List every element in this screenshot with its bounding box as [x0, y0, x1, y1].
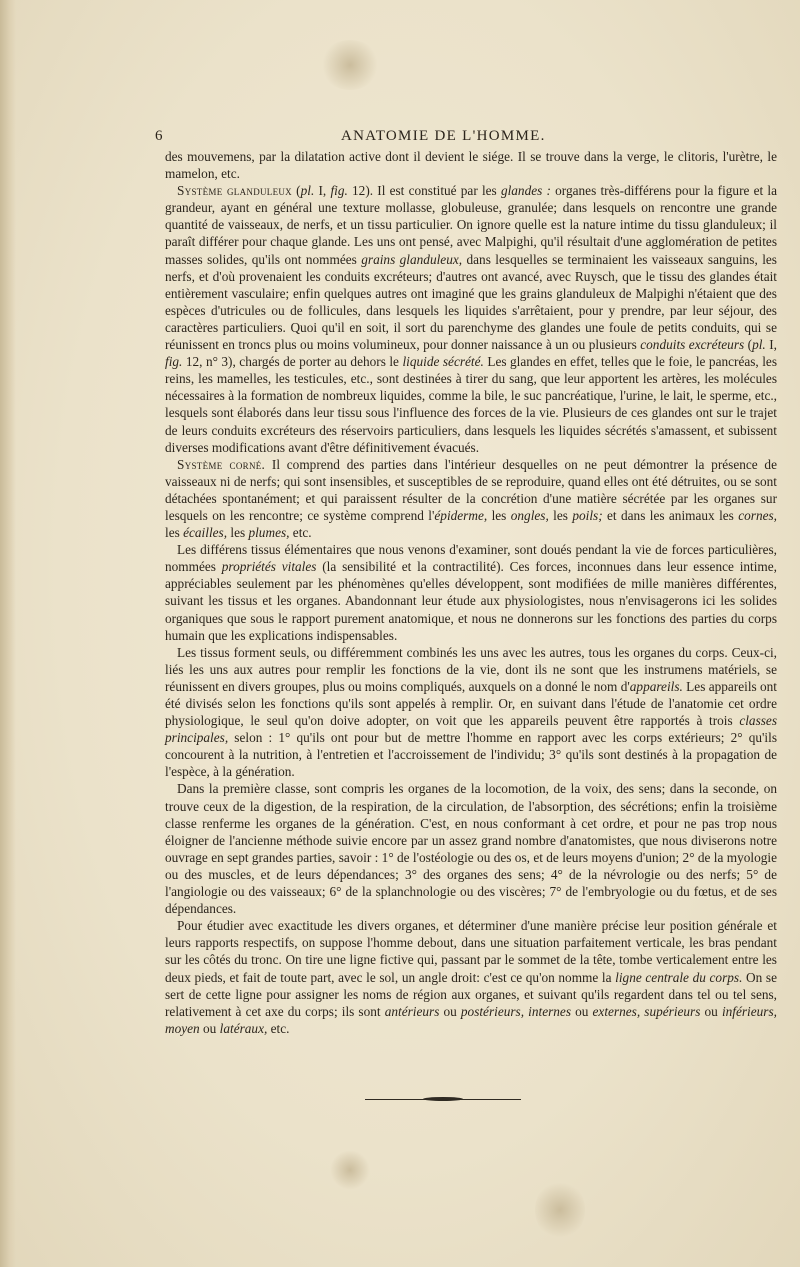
text-run: ou: [439, 1003, 461, 1019]
text-run: Les glandes en effet, telles que le foie, le pancréas, les reins, les mamelles, les testicules, etc., sont destinées à tirer du sang, que leur apportent les artères, les molécules nécessaires à la formation de nombreux liquides, comme la bile, le suc pancréatique, l'urine, le lait, le sperme, etc., lesquels sont élaborés dans leur tissu sous l'influence des forces de la vie. Plusieurs de ces glandes ont sur le trajet de leurs conduits excréteurs des réservoirs particuliers, dans lesquels les liquides sécrétés s'amassent, et subissent diverses modifications avant d'être définitivement évacués.: [165, 354, 777, 455]
text-run: des mouvemens, par la dilatation active dont il devient le siége. Il se trouve dans la verge, le clitoris, l'urètre, le mamelon, etc.: [165, 149, 777, 182]
rule-ornament: [423, 1097, 463, 1101]
italic-run: antérieurs: [384, 1003, 440, 1019]
text-run: ou: [700, 1003, 722, 1019]
italic-run: internes: [528, 1003, 572, 1019]
paragraph: [165, 917, 777, 1037]
italic-run: écailles,: [183, 525, 228, 541]
text-run: dans lesquelles se terminaient les vaisseaux sanguins, les nerfs, et d'où provenaient les conduits excréteurs; d'autres ont avancé, avec Ruysch, que le tissu des glandes était entièrement vasculaire; enfin quelques autres ont imaginé que les grains glanduleux de Malpighi n'étaient que des espèces d'utricules ou de follicules, dans lesquels les liquides s'arrêtaient, pour y prendre, par leur séjour, des caractères particuliers. Quoi qu'il en soit, il sort du parenchyme des glandes une foule de petits conduits, qui se réunissent en troncs plus ou moins volumineux, pour donner naissance à un ou plusieurs: [165, 251, 777, 353]
italic-run: supérieurs: [644, 1003, 701, 1019]
italic-run: appareils.: [629, 678, 683, 694]
text-run: Les appareils ont été divisés selon les fonctions qu'ils sont appelés à remplir. Or, en suivant dans l'étude de l'anatomie cet ordre physiologique, le seul qu'on doive adopter, on voit que les appareils peuvent être rapportés à trois: [165, 678, 777, 729]
italic-run: pl.: [300, 183, 315, 199]
text-run: Dans la première classe, sont compris les organes de la locomotion, de la voix, des sens; dans la seconde, on trouve ceux de la digestion, de la respiration, de la circulation, de l'absorption, des sécrétions; enfin la troisième classe renferme les organes de la génération. C'est, en nous conformant à cet ordre, et pour ne pas trop nous éloigner de l'ancienne méthode suivie encore par un assez grand nombre d'anatomistes, que nous diviserons notre ouvrage en sept grandes parties, savoir : 1° de l'ostéologie ou des os, et de leurs moyens d'union; 2° de la myologie ou des muscles, et de leurs dépendances; 3° des organes des sens; 4° de la névrologie ou des nerfs; 5° de l'angiologie ou des vaisseaux; 6° de la splanchnologie ou des viscères; 7° de l'embryologie ou du fœtus, et de ses dépendances.: [165, 781, 777, 917]
paragraph: [165, 182, 777, 456]
foxing-stain: [320, 40, 380, 90]
text-run: Pour étudier avec exactitude les divers organes, et déterminer d'une manière précise leur position générale et leurs rapports respectifs, on suppose l'homme debout, dans une situation parfaitement verticale, les bras pendant sur les côtés du tronc. On tire une ligne fictive qui, passant par le sommet de la tête, tombe verticalement entre les deux pieds, et fait de toute part, avec le sol, un angle droit: c'est ce qu'on nomme la: [165, 918, 777, 985]
italic-run: grains glanduleux,: [361, 251, 463, 267]
italic-run: moyen: [165, 1020, 200, 1036]
text-run: (: [744, 337, 753, 353]
text-run: etc.: [267, 1020, 290, 1036]
page-header: [155, 128, 635, 148]
text-run: (la sensibilité et la contractilité). Ces forces, inconnues dans leur essence intime, appréciables seulement par les phénomènes qu'elles développent, sont modifiées de mille manières différentes, suivant les tissus et les organes. Abandonnant leur étude aux physiologistes, nous n'envisagerons ici les solides organiques que sous le rapport purement anatomique, et nous ne donnerons sur les fonctions des parties du corps humain que les explications indispensables.: [165, 559, 778, 643]
foxing-stain: [330, 1150, 370, 1190]
body-text: [165, 148, 777, 1037]
text-run: les: [548, 507, 573, 523]
paragraph: [165, 644, 777, 781]
text-run: organes très-différens pour la figure et la grandeur, ayant en général une texture mollasse, globuleuse, granulée; dans lesquels on rencontre une grande quantité de vaisseaux, de nerfs, et un tissu particulier. On ignore quelle est la nature intime du tissu glanduleux; il paraît différer pour chaque glande. Les uns ont pensé, avec Malpighi, qu'il résultait d'une agglomération de petites masses solides, qu'ils ont nommées: [165, 183, 777, 267]
paragraph: [165, 541, 777, 644]
italic-run: ligne centrale du corps.: [615, 969, 743, 985]
italic-run: conduits excréteurs: [640, 337, 745, 353]
paragraph: [165, 456, 777, 541]
section-end-rule: [365, 1096, 521, 1103]
page-number: 6: [155, 128, 163, 144]
text-run: 12). Il est constitué par les: [347, 183, 501, 199]
italic-run: classes principales,: [165, 713, 777, 746]
text-run: les: [165, 525, 184, 541]
section-heading: Système glanduleux: [177, 183, 292, 199]
text-run: I,: [314, 183, 331, 199]
italic-run: postérieurs,: [460, 1003, 525, 1019]
italic-run: ongles,: [510, 507, 549, 523]
italic-run: poils;: [572, 507, 603, 523]
italic-run: pl.: [752, 337, 766, 353]
paragraph: [165, 780, 777, 917]
text-run: (: [291, 183, 301, 199]
text-run: les: [487, 507, 511, 523]
foxing-stain: [535, 1180, 585, 1240]
italic-run: externes,: [592, 1003, 641, 1019]
text-run: Les différens tissus élémentaires que nous venons d'examiner, sont doués pendant la vie de forces particulières, nommées: [165, 542, 777, 575]
italic-run: glandes :: [500, 183, 551, 199]
text-run: etc.: [289, 525, 312, 541]
text-run: selon : 1° qu'ils ont pour but de mettre l'homme en rapport avec les corps extérieurs; 2° qu'ils concourent à la nutrition, à l'entretien et l'accroissement de l'individu; 3° qu'ils sont destinés à la propagation de l'espèce, à la génération.: [165, 730, 777, 780]
text-run: I,: [765, 337, 777, 353]
page-gutter-shadow: [0, 0, 16, 1267]
italic-run: propriétés vitales: [221, 559, 317, 575]
italic-run: épiderme,: [434, 507, 488, 523]
italic-run: inférieurs,: [721, 1003, 777, 1019]
running-title: ANATOMIE DE L'HOMME.: [341, 128, 546, 144]
text-run: ou: [571, 1003, 593, 1019]
italic-run: latéraux,: [219, 1020, 268, 1036]
text-run: ou: [199, 1020, 220, 1036]
text-run: On se sert de cette ligne pour assigner les noms de région aux organes, et suivant qu'ils regardent dans tel ou tel sens, relativement à cet axe du corps; ils sont: [165, 969, 778, 1019]
italic-run: liquide sécrété.: [402, 354, 484, 370]
italic-run: fig.: [330, 183, 348, 199]
italic-run: fig.: [165, 354, 183, 370]
italic-run: cornes,: [738, 507, 778, 523]
section-heading: Système corné.: [177, 456, 266, 472]
paragraph: [165, 148, 777, 182]
text-run: Les tissus forment seuls, ou différemment combinés les uns avec les autres, tous les organes du corps. Ceux-ci, liés les uns aux autres pour remplir les fonctions de la vie, dont ils ne sont que les instrumens matériels, se réunissent en divers groupes, plus ou moins compliqués, auxquels on a donné le nom d': [165, 644, 777, 694]
text-run: les: [227, 525, 249, 541]
text-run: Il comprend des parties dans l'intérieur desquelles on ne peut démontrer la présence de vaisseaux ni de nerfs; qui sont insensibles, et susceptibles de se reproduire, quand elles ont été détruites, ou se sont détachées spontanément; et qui paraissent résulter de la concrétion d'une matière sécrétée par les organes sur lesquels on les rencontre; ce système comprend l': [165, 456, 777, 523]
text-run: et dans les animaux les: [602, 507, 739, 523]
italic-run: plumes,: [248, 525, 290, 541]
text-run: 12, n° 3), chargés de porter au dehors le: [182, 354, 403, 370]
